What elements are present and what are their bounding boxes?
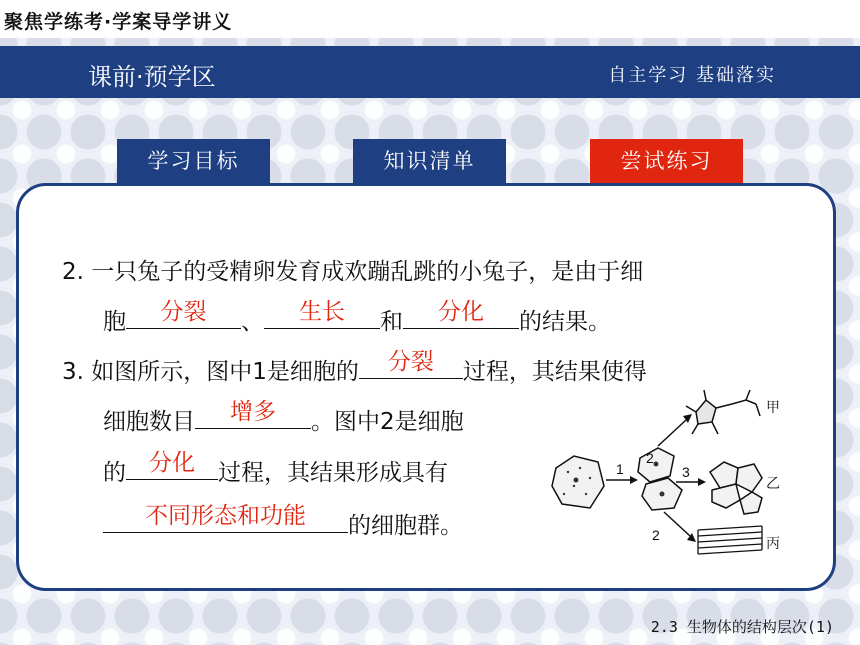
brand-title: 聚焦学练考·学案导学讲义 — [4, 11, 233, 33]
cell-division-figure — [546, 390, 796, 570]
q3-answer4: 不同形态和功能 — [145, 503, 306, 529]
q3-blank3 — [126, 450, 218, 480]
q2-sep1: 、 — [241, 309, 264, 335]
section-header — [0, 46, 860, 98]
q3-line2 — [103, 399, 464, 436]
epithelial-cells — [710, 462, 762, 514]
q2-sep2: 和 — [380, 309, 403, 335]
q3-mid1: 过程，其结果使得 — [462, 359, 647, 385]
tab-practice[interactable]: 尝试练习 — [590, 139, 743, 183]
section-title: 课前·预学区 — [88, 63, 216, 91]
q3-answer3: 分化 — [149, 450, 195, 476]
q3-prefix: 3. 如图所示，图中1是细胞的 — [62, 359, 359, 385]
q3-answer2: 增多 — [230, 399, 276, 425]
q3-blank2 — [195, 399, 311, 429]
q2-line1: 2. 一只兔子的受精卵发育成欢蹦乱跳的小兔子，是由于细 — [62, 259, 644, 285]
q2-line2 — [103, 299, 611, 336]
arrow-label-3: 3 — [682, 464, 690, 480]
q2-answer1: 分裂 — [160, 299, 207, 325]
section-subtitle: 自主学习 基础落实 — [608, 65, 776, 86]
q3-blank1 — [359, 349, 463, 379]
nerve-cell — [686, 390, 760, 434]
label-yi: 乙 — [766, 476, 780, 492]
q3-line3-prefix: 的 — [103, 460, 126, 486]
arrow-2-down — [664, 512, 690, 536]
label-jia: 甲 — [766, 400, 780, 416]
q2-suffix: 的结果。 — [519, 309, 611, 335]
footer-lesson: 2.3 生物体的结构层次(1) — [650, 618, 834, 636]
q3-line4 — [103, 503, 463, 540]
arrow-2-up — [658, 420, 686, 446]
muscle-cells — [698, 526, 762, 554]
q2-blank1 — [126, 299, 241, 329]
tab-learning-goals[interactable]: 学习目标 — [117, 139, 270, 183]
q3-line3-suffix: 过程，其结果形成具有 — [218, 460, 448, 486]
q3-line3 — [103, 450, 448, 487]
top-bar — [0, 0, 860, 38]
q3-line2-suffix: 。图中2是细胞 — [311, 409, 464, 435]
q2-blank3 — [403, 299, 519, 329]
q3-line1 — [62, 349, 647, 386]
q3-line2-prefix: 细胞数目 — [103, 409, 195, 435]
tab-knowledge-list[interactable]: 知识清单 — [353, 139, 506, 183]
arrow-label-1: 1 — [616, 461, 624, 477]
q3-answer1: 分裂 — [387, 349, 434, 375]
q3-blank4 — [103, 503, 348, 533]
q2-blank2 — [264, 299, 380, 329]
arrow-label-2a: 2 — [646, 450, 654, 466]
q2-answer2: 生长 — [299, 299, 345, 325]
q2-answer3: 分化 — [438, 299, 484, 325]
label-bing: 丙 — [766, 536, 780, 552]
q3-line4-suffix: 的细胞群。 — [348, 513, 463, 539]
arrow-label-2b: 2 — [652, 527, 660, 543]
q2-prefix: 胞 — [103, 309, 126, 335]
single-cell — [552, 456, 604, 508]
